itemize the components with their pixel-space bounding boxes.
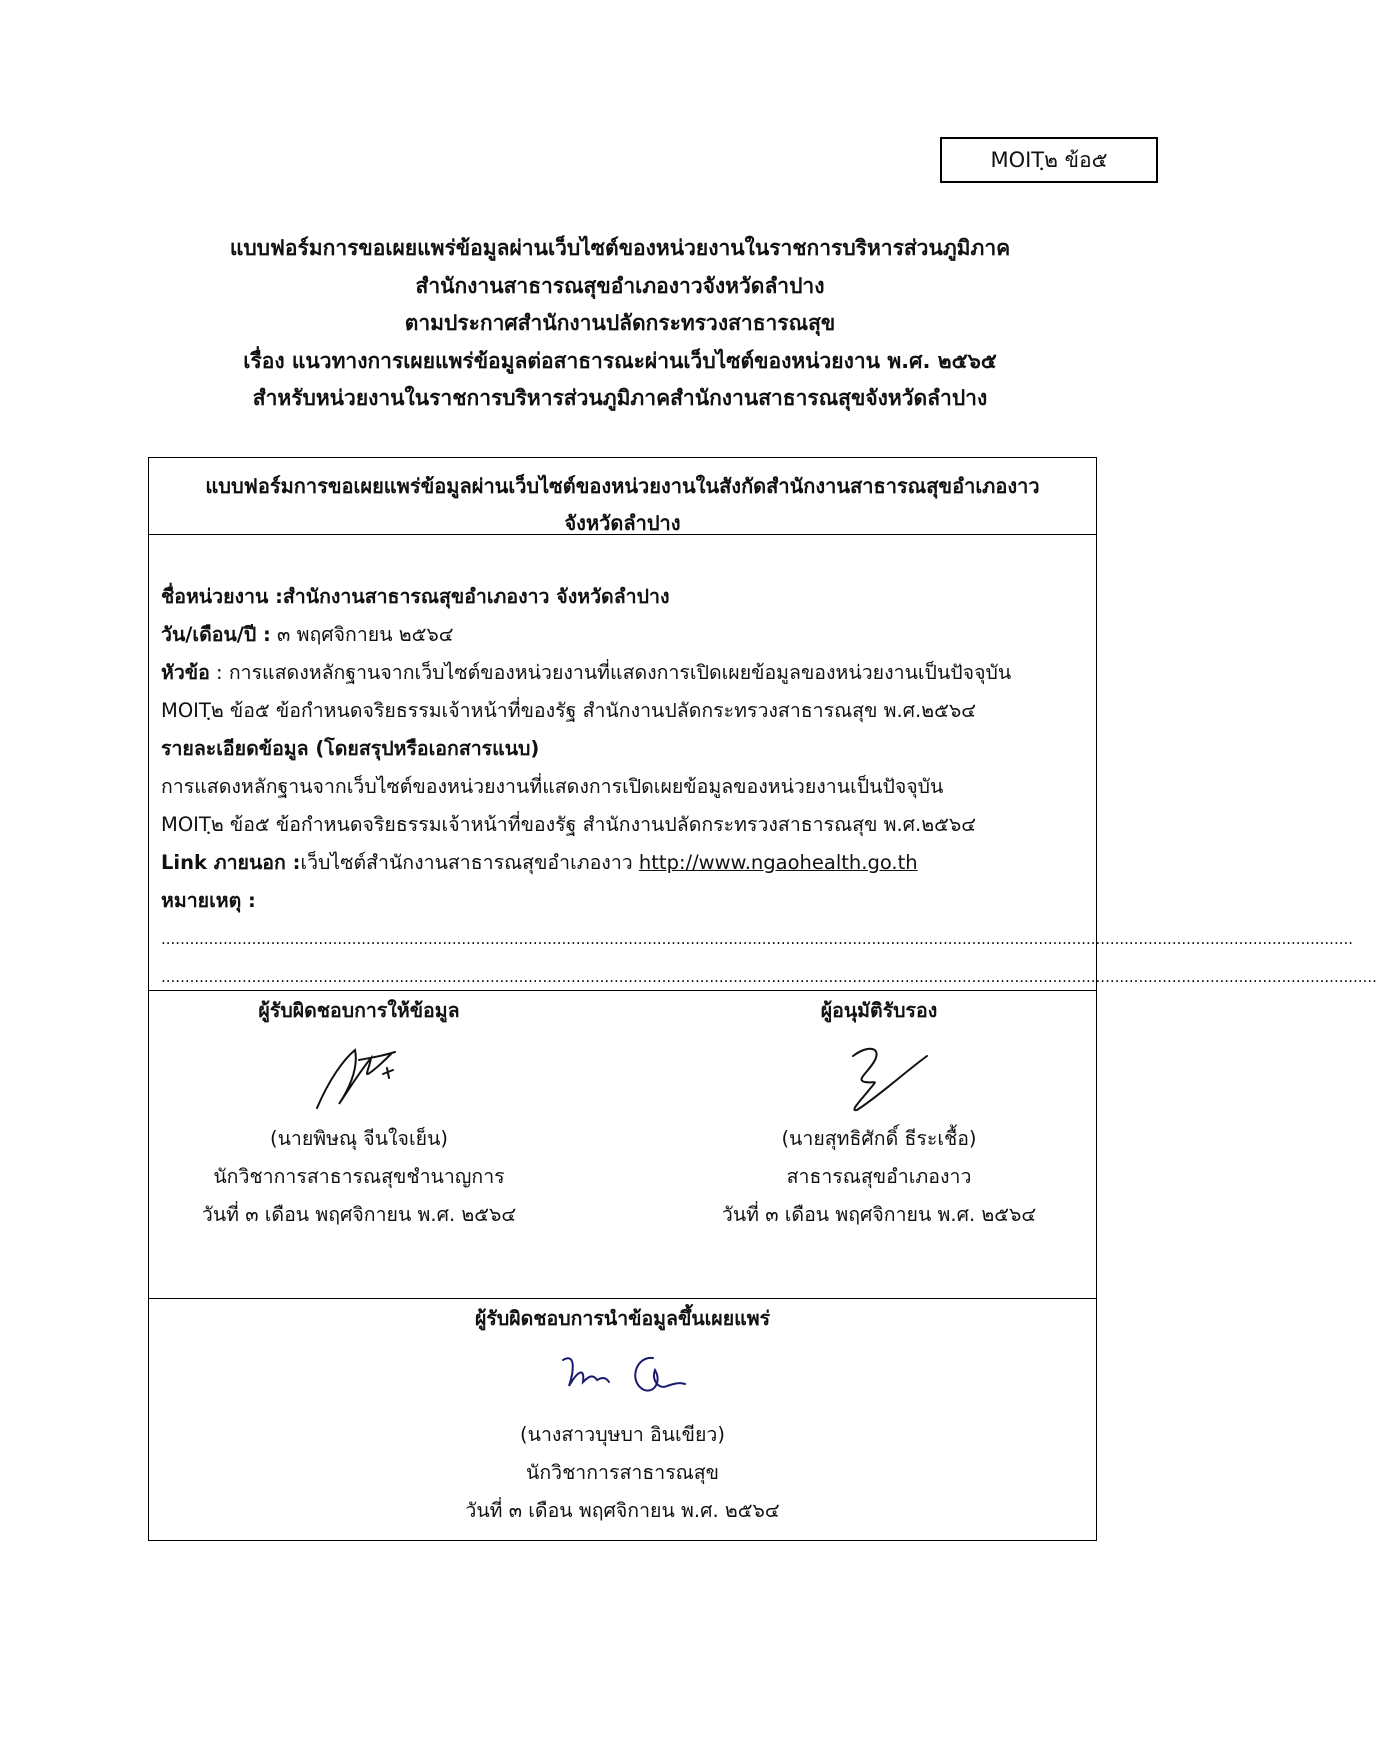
approver-signature xyxy=(819,1030,939,1120)
provider-role: ผู้รับผิดชอบการให้ข้อมูล xyxy=(258,999,460,1022)
agency-label: ชื่อหน่วยงาน : xyxy=(161,585,283,608)
form-details xyxy=(161,578,1377,996)
date-row xyxy=(161,616,1086,654)
publisher-role: ผู้รับผิดชอบการนำข้อมูลขึ้นเผยแพร่ xyxy=(474,1307,771,1330)
agency-value: สำนักงานสาธารณสุขอำเภองาว จังหวัดลำปาง xyxy=(282,585,670,608)
divider xyxy=(149,990,1096,991)
publisher-signature xyxy=(543,1338,703,1416)
heading-line-3: ตามประกาศสำนักงานปลัดกระทรวงสาธารณสุข xyxy=(404,311,836,335)
document-code: MOITฺ๒ ข้อ๕ xyxy=(990,147,1108,172)
date-label: วัน/เดือน/ปี : xyxy=(161,623,271,646)
approver-name: (นายสุทธิศักดิ์ ธีระเชื้อ) xyxy=(781,1127,977,1150)
publisher-date: วันที่ ๓ เดือน พฤศจิกายน พ.ศ. ๒๕๖๔ xyxy=(465,1499,780,1522)
topic-line-2: MOITฺ๒ ข้อ๕ ข้อกำหนดจริยธรรมเจ้าหน้าที่ของรัฐ สำนักงานปลัดกระทรวงสาธารณสุข พ.ศ.๒๕๖๔ xyxy=(161,699,976,722)
link-row xyxy=(161,844,1086,882)
document-code-box xyxy=(940,137,1158,183)
provider-position: นักวิชาการสาธารณสุขชำนาญการ xyxy=(213,1165,505,1188)
provider-date: วันที่ ๓ เดือน พฤศจิกายน พ.ศ. ๒๕๖๔ xyxy=(201,1203,517,1226)
form-title-line-2: จังหวัดลำปาง xyxy=(564,511,681,535)
website-link[interactable]: http://www.ngaohealth.go.th xyxy=(638,851,918,874)
form-title xyxy=(149,468,1096,542)
approver-role: ผู้อนุมัติรับรอง xyxy=(820,999,938,1022)
divider xyxy=(149,1298,1096,1299)
publisher-position: นักวิชาการสาธารณสุข xyxy=(525,1461,719,1484)
agency-row xyxy=(161,578,1086,616)
divider xyxy=(149,534,1096,535)
publication-form xyxy=(148,457,1377,1541)
note-dotted-line-2: ............................................................................................................................................................................................................................................................... xyxy=(161,968,1377,986)
link-label: Link ภายนอก : xyxy=(161,851,301,874)
approver-date: วันที่ ๓ เดือน พฤศจิกายน พ.ศ. ๒๕๖๔ xyxy=(721,1203,1037,1226)
topic-row xyxy=(161,654,1086,692)
form-title-line-1: แบบฟอร์มการขอเผยแพร่ข้อมูลผ่านเว็บไซต์ของหน่วยงานในสังกัดสำนักงานสาธารณสุขอำเภองาว xyxy=(205,474,1040,498)
date-value: ๓ พฤศจิกายน ๒๕๖๔ xyxy=(270,623,454,646)
publisher-name: (นางสาวบุษบา อินเขียว) xyxy=(520,1423,725,1446)
provider-name: (นายพิษณุ จีนใจเย็น) xyxy=(269,1127,449,1150)
topic-value: : การแสดงหลักฐานจากเว็บไซต์ของหน่วยงานที่แสดงการเปิดเผยข้อมูลของหน่วยงานเป็นปัจจุบัน xyxy=(209,661,1012,684)
approver-position: สาธารณสุขอำเภองาว xyxy=(786,1165,972,1188)
heading-line-2: สำนักงานสาธารณสุขอำเภองาวจังหวัดลำปาง xyxy=(415,273,825,298)
heading-line-4: เรื่อง แนวทางการเผยแพร่ข้อมูลต่อสาธารณะผ่านเว็บไซต์ของหน่วยงาน พ.ศ. ๒๕๖๕ xyxy=(243,348,997,373)
document-heading xyxy=(100,230,1140,418)
topic-label: หัวข้อ xyxy=(161,661,210,684)
detail-line-2: MOITฺ๒ ข้อ๕ ข้อกำหนดจริยธรรมเจ้าหน้าที่ของรัฐ สำนักงานปลัดกระทรวงสาธารณสุข พ.ศ.๒๕๖๔ xyxy=(161,813,976,836)
note-label: หมายเหตุ : xyxy=(161,889,256,912)
detail-label: รายละเอียดข้อมูล (โดยสรุปหรือเอกสารแนบ) xyxy=(161,737,540,760)
heading-line-5: สำหรับหน่วยงานในราชการบริหารส่วนภูมิภาคสำนักงานสาธารณสุขจังหวัดลำปาง xyxy=(252,386,988,410)
link-description: เว็บไซต์สำนักงานสาธารณสุขอำเภองาว xyxy=(300,851,639,874)
provider-signature xyxy=(299,1030,419,1120)
note-dotted-line-1: .......................................................................................................................................................................................................................................................... xyxy=(161,930,1354,948)
approver-signature-block xyxy=(689,992,1069,1234)
detail-line-1: การแสดงหลักฐานจากเว็บไซต์ของหน่วยงานที่แสดงการเปิดเผยข้อมูลของหน่วยงานเป็นปัจจุบัน xyxy=(161,775,944,798)
publisher-signature-block xyxy=(149,1300,1096,1530)
provider-signature-block xyxy=(189,992,529,1234)
heading-line-1: แบบฟอร์มการขอเผยแพร่ข้อมูลผ่านเว็บไซต์ของหน่วยงานในราชการบริหารส่วนภูมิภาค xyxy=(229,236,1011,260)
